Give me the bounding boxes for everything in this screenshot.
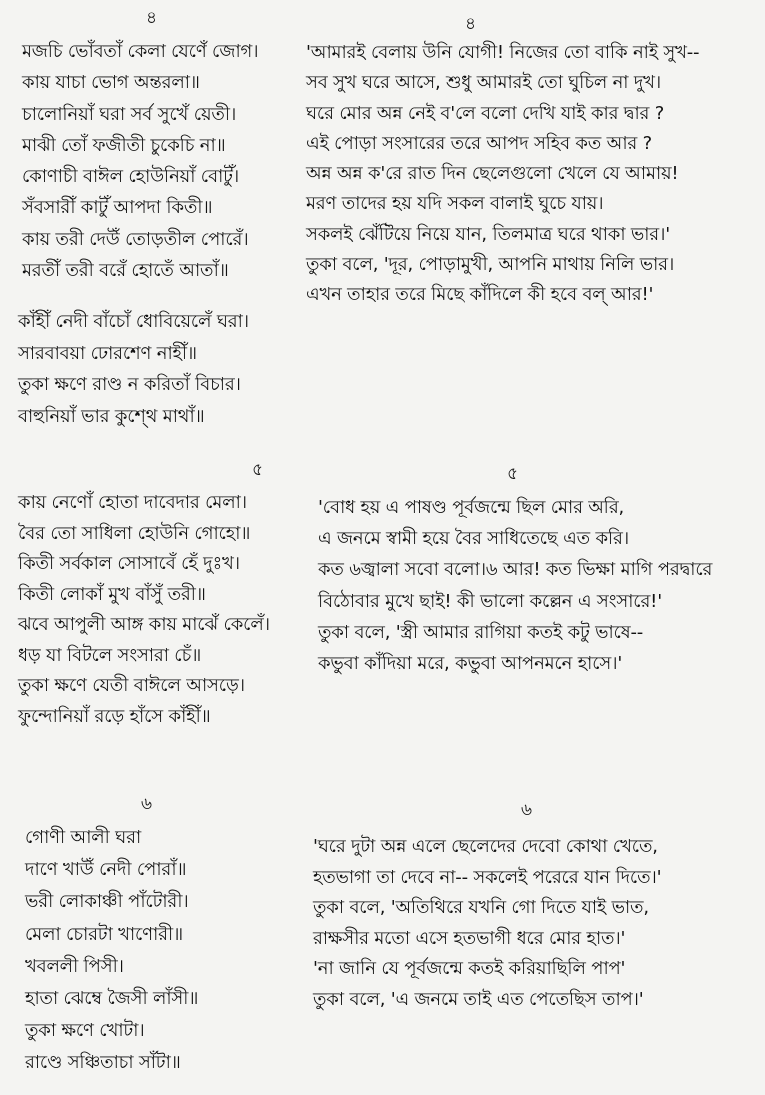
stanza-number-right: ৫ (507, 464, 519, 484)
verse-line: এখন তাহার তরে মিছে কাঁদিলে কী হবে বল্ আর!' (306, 284, 654, 306)
marathi-verse (22, 36, 258, 286)
verse-line: কিতী সর্বকাল সোসাবেঁ হেঁ দুঃখ। (18, 553, 240, 574)
verse-line: সঁবসারীঁ কাটুঁ আপদা কিতী॥ (22, 197, 213, 219)
verse-line: বৈর তো সাধিলা হোউনি গোহো॥ (18, 522, 251, 544)
verse-line: 'আমারই বেলায় উনি যোগী! নিজের তো বাকি নাই সুখ-- (306, 42, 700, 63)
verse-line: ঝবে আপুলী আঙ্গ কায় মাঝেঁ কেলেঁ। (18, 614, 270, 635)
verse-line: ফুন্দোনিয়াঁ রড়ে হাঁসে কাঁহীঁ॥ (18, 705, 211, 727)
bengali-verse (306, 38, 699, 311)
stanza-number-left: ৪ (146, 8, 158, 28)
verse-line: কভুবা কাঁদিয়া মরে, কভুবা আপনমনে হাসে।' (318, 653, 623, 675)
verse-line: তুকা ক্ষণে যেতী বাঈলে আসড়ে। (18, 675, 245, 696)
verse-line: চালোনিয়াঁ ঘরা সর্ব সুখেঁ য়েতী। (22, 103, 237, 125)
verse-line: তুকা বলে, 'দূর, পোড়ামুখী, আপনি মাথায় নিলি ভার। (306, 254, 675, 276)
verse-line: 'ঘরে দুটা অন্ন এলে ছেলেদের দেবো কোথা খেতে, (313, 836, 658, 857)
verse-line: তুকা ক্ষণে রাণ্ড ন করিতাঁ বিচার। (18, 374, 241, 395)
verse-line: বিঠোবার মুখে ছাই! কী ভালো কল্লেন এ সংসারে!' (318, 590, 662, 612)
verse-line: মজচি ভোঁবতাঁ কেলা যেণেঁ জোগ। (22, 41, 259, 62)
verse-line: তুকা বলে, 'স্ত্রী আমার রাগিয়া কতই কটু ভাষে-- (318, 621, 644, 643)
verse-line: কত ৬জ্বালা সবো বলো।৬ আর! কত ভিক্ষা মাগি পরদ্বারে (318, 559, 713, 581)
verse-line: কায় নেণোঁ হোতা দাবেদার মেলা। (18, 492, 247, 513)
verse-line: মরণ তাদের হয় যদি সকল বালাই ঘুচে যায়। (306, 193, 604, 215)
verse-line: রাণ্ডে সঞ্চিতাচা সাঁটা॥ (25, 1052, 181, 1074)
stanza-number-right: ৪ (465, 14, 477, 34)
verse-line: ঘরে মোর অন্ন নেই ব'লে বলো দেখি যাই কার দ্বার ? (306, 102, 665, 124)
verse-line: এই পোড়া সংসারের তরে আপদ সহিব কত আর ? (306, 132, 653, 154)
marathi-verse (25, 822, 198, 1080)
verse-line: কায় যাচা ভোগ অন্তরলা॥ (22, 72, 200, 94)
verse-line: সকলই ঝেঁটিয়ে নিয়ে যান, তিলমাত্র ঘরে থাকা ভার।' (306, 223, 670, 245)
verse-line: সব সুখ ঘরে আসে, শুধু আমারই তো ঘুচিল না দুখ। (306, 72, 661, 94)
verse-line: কিতী লোকাঁ মুখ বাঁসুঁ তরী॥ (18, 583, 206, 605)
verse-line: মেলা চোরটা খাণোরী॥ (25, 923, 183, 945)
bengali-verse (313, 832, 661, 1016)
marathi-verse (18, 306, 249, 432)
verse-line: তুকা ক্ষণে খোটা। (25, 1020, 145, 1042)
verse-line: এ জনমে স্বামী হয়ে বৈর সাধিতেছে এত করি। (318, 528, 629, 550)
verse-line: তুকা বলে, 'অতিথিরে যখনি গো দিতে যাই ভাত, (313, 897, 649, 919)
verse-line: মরতীঁ তরী বরেঁ হোতেঁ আতাঁ॥ (22, 260, 229, 282)
verse-line: কাঁহীঁ নেদী বাঁচোঁ ধোবিয়েলেঁ ঘরা। (18, 311, 249, 332)
verse-line: রাক্ষসীর মতো এসে হতভাগী ধরে মোর হাত।' (313, 927, 626, 949)
verse-line: বাহুনিয়াঁ ভার কুশ্থে মাথাঁ॥ (18, 405, 205, 427)
verse-line: কোণাচী বাঈল হোউনিয়াঁ বোটুঁ। (22, 166, 239, 188)
verse-line: কায় তরী দেউঁ তোড়তীল পোরেঁ। (22, 228, 249, 250)
stanza-number-left: ৫ (252, 460, 264, 480)
verse-line: অন্ন অন্ন ক'রে রাত দিন ছেলেগুলো খেলে যে আমায়! (306, 163, 679, 185)
verse-line: খবললী পিসী। (25, 955, 124, 977)
verse-line: তুকা বলে, 'এ জনমে তাই এত পেতেছিস তাপ।' (313, 988, 644, 1010)
verse-line: হতভাগা তা দেবে না-- সকলেই পরেরে যান দিতে।' (313, 866, 662, 888)
verse-line: গোণী আলী ঘরা (25, 827, 141, 848)
bengali-verse (318, 492, 712, 679)
stanza-number-left: ৬ (141, 794, 153, 814)
marathi-verse (18, 488, 270, 732)
verse-line: দাণে খাউঁ নেদী পোরাঁ॥ (25, 859, 187, 881)
verse-line: 'না জানি যে পূর্বজন্মে কতই করিয়াছিলি পাপ' (313, 958, 626, 980)
verse-line: ধড় যা বিটলে সংসারা চেঁ॥ (18, 644, 202, 666)
verse-line: মাঝী তোঁ ফজীতী চুকেচি না॥ (22, 134, 226, 156)
verse-line: সারবাবয়া ঢোরশেণ নাহীঁ॥ (18, 342, 197, 364)
verse-line: ভরী লোকাঞ্চী পাঁটোরী। (25, 891, 189, 913)
stanza-number-right: ৬ (521, 800, 533, 820)
verse-line: 'বোধ হয় এ পাষণ্ড পূর্বজন্মে ছিল মোর অরি, (318, 497, 625, 518)
verse-line: হাতা ঝেম্বে জৈসী লাঁসী॥ (25, 988, 199, 1010)
